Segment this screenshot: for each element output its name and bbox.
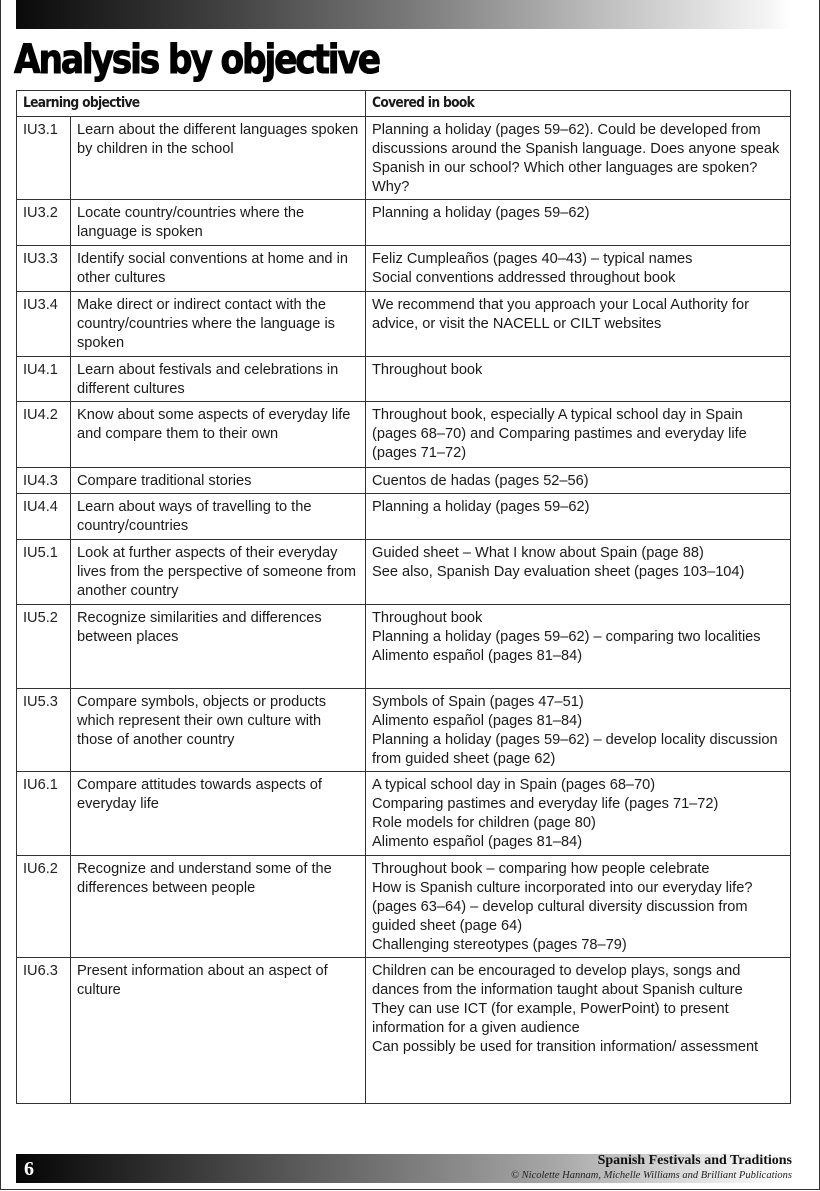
covered-line: Guided sheet – What I know about Spain (page 88): [372, 545, 704, 561]
objective-code: IU3.3: [17, 246, 71, 292]
objective-code: IU3.2: [17, 200, 71, 246]
covered-in-book: [366, 246, 791, 292]
table-row: [17, 402, 791, 468]
header-label: Covered in book: [372, 95, 475, 111]
covered-line: Challenging stereotypes (pages 78–79): [372, 937, 627, 953]
table-row: [17, 958, 791, 1104]
covered-line: How is Spanish culture incorporated into our everyday life? (pages 63–64) – develop cultural diversity discussion from guided sheet (page 64): [372, 880, 753, 934]
table-row: [17, 117, 791, 200]
covered-in-book: [366, 468, 791, 494]
objective-code: IU3.4: [17, 292, 71, 357]
covered-line: Can possibly be used for transition information/ assessment: [372, 1039, 759, 1055]
covered-line: Alimento español (pages 81–84): [372, 713, 583, 729]
covered-line: Social conventions addressed throughout book: [372, 270, 676, 286]
objective-code: IU6.2: [17, 856, 71, 958]
column-header-covered-in-book: [366, 91, 791, 117]
table-row: [17, 468, 791, 494]
covered-line: Throughout book, especially A typical school day in Spain (pages 68–70) and Comparing pastimes and everyday life (pages 71–72): [372, 407, 747, 461]
covered-line: Planning a holiday (pages 59–62): [372, 499, 590, 515]
objective-description: Learn about ways of travelling to the country/countries: [71, 494, 366, 540]
covered-line: Planning a holiday (pages 59–62). Could be developed from discussions around the Spanish language. Does anyone speak Spanish in our school? Which other languages are spoken? Why?: [372, 122, 780, 195]
objective-code: IU6.1: [17, 772, 71, 856]
covered-in-book: [366, 357, 791, 402]
covered-line: Symbols of Spain (pages 47–51): [372, 694, 584, 710]
objective-description: Present information about an aspect of culture: [71, 958, 366, 1104]
covered-in-book: [366, 605, 791, 689]
table-row: [17, 357, 791, 402]
objective-code: IU5.2: [17, 605, 71, 689]
covered-in-book: [366, 200, 791, 246]
covered-line: Throughout book – comparing how people celebrate: [372, 861, 710, 877]
objective-code: IU6.3: [17, 958, 71, 1104]
page-title: Analysis by objective: [14, 37, 379, 83]
header-label: Learning objective: [23, 95, 140, 111]
objective-description: Compare traditional stories: [71, 468, 366, 494]
covered-in-book: [366, 958, 791, 1104]
covered-line: Throughout book: [372, 362, 483, 378]
covered-line: Planning a holiday (pages 59–62): [372, 205, 590, 221]
table-row: [17, 689, 791, 772]
covered-in-book: [366, 856, 791, 958]
objective-code: IU4.3: [17, 468, 71, 494]
objective-code: IU5.1: [17, 540, 71, 605]
table-row: [17, 540, 791, 605]
objective-description: Locate country/countries where the language is spoken: [71, 200, 366, 246]
objective-description: Compare symbols, objects or products which represent their own culture with those of another country: [71, 689, 366, 772]
table-row: [17, 494, 791, 540]
objective-description: Recognize similarities and differences between places: [71, 605, 366, 689]
covered-line: Feliz Cumpleaños (pages 40–43) – typical names: [372, 251, 693, 267]
covered-in-book: [366, 494, 791, 540]
objective-code: IU4.1: [17, 357, 71, 402]
objective-code: IU3.1: [17, 117, 71, 200]
covered-line: Children can be encouraged to develop plays, songs and dances from the information taught about Spanish culture: [372, 963, 743, 998]
objective-description: Compare attitudes towards aspects of everyday life: [71, 772, 366, 856]
page-number: 6: [24, 1158, 34, 1180]
footer-copyright: © Nicolette Hannam, Michelle Williams and Brilliant Publications: [511, 1170, 792, 1181]
covered-line: A typical school day in Spain (pages 68–70): [372, 777, 656, 793]
objective-description: Recognize and understand some of the differences between people: [71, 856, 366, 958]
covered-line: Planning a holiday (pages 59–62) – develop locality discussion from guided sheet (page 62): [372, 732, 778, 767]
objective-description: Learn about the different languages spoken by children in the school: [71, 117, 366, 200]
covered-line: They can use ICT (for example, PowerPoint) to present information for a given audience: [372, 1001, 729, 1036]
objective-description: Make direct or indirect contact with the country/countries where the language is spoken: [71, 292, 366, 357]
covered-line: Planning a holiday (pages 59–62) – comparing two localities: [372, 629, 761, 645]
covered-in-book: [366, 292, 791, 357]
objectives-table: [16, 90, 791, 1104]
objective-code: IU4.4: [17, 494, 71, 540]
table-row: [17, 605, 791, 689]
covered-line: Role models for children (page 80): [372, 815, 596, 831]
covered-in-book: [366, 540, 791, 605]
objective-code: IU5.3: [17, 689, 71, 772]
table-row: [17, 246, 791, 292]
covered-line: See also, Spanish Day evaluation sheet (pages 103–104): [372, 564, 745, 580]
objective-description: Identify social conventions at home and in other cultures: [71, 246, 366, 292]
column-header-learning-objective: [17, 91, 366, 117]
table-row: [17, 772, 791, 856]
covered-line: Cuentos de hadas (pages 52–56): [372, 473, 589, 489]
covered-line: Comparing pastimes and everyday life (pages 71–72): [372, 796, 719, 812]
objective-description: Know about some aspects of everyday life and compare them to their own: [71, 402, 366, 468]
table-row: [17, 856, 791, 958]
objective-code: IU4.2: [17, 402, 71, 468]
covered-in-book: [366, 689, 791, 772]
covered-line: We recommend that you approach your Local Authority for advice, or visit the NACELL or CILT websites: [372, 297, 749, 332]
covered-line: Alimento español (pages 81–84): [372, 834, 583, 850]
footer-book-title: Spanish Festivals and Traditions: [597, 1153, 792, 1168]
table-row: [17, 200, 791, 246]
table-body: [17, 117, 791, 1104]
covered-line: Alimento español (pages 81–84): [372, 648, 583, 664]
covered-line: Throughout book: [372, 610, 483, 626]
covered-in-book: [366, 402, 791, 468]
table-row: [17, 292, 791, 357]
table-header-row: [17, 91, 791, 117]
covered-in-book: [366, 117, 791, 200]
header-gradient-bar: [16, 0, 790, 29]
objective-description: Learn about festivals and celebrations in different cultures: [71, 357, 366, 402]
objective-description: Look at further aspects of their everyday lives from the perspective of someone from another country: [71, 540, 366, 605]
covered-in-book: [366, 772, 791, 856]
